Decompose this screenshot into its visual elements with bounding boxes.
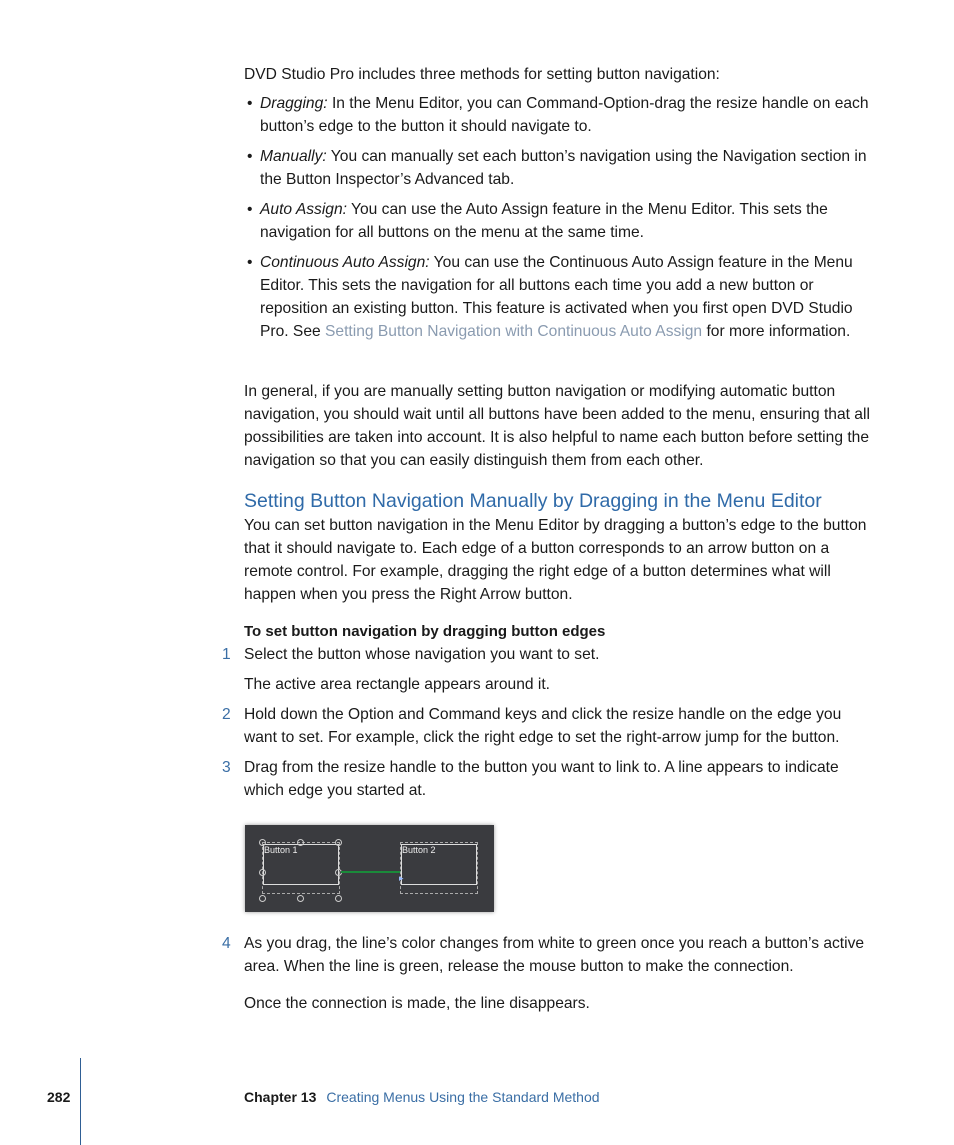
bullet-manually [244, 145, 876, 191]
bullet-icon: • [247, 201, 253, 218]
bullet-term: Continuous Auto Assign: [260, 254, 430, 271]
paragraph: You can set button navigation in the Menu Editor by dragging a button’s edge to the button that it should navigate to. Each edge of a button corresponds to an arrow button on a remote control. For example, dragging the right edge of a button determines what will happen when you press the Right Arrow button. [244, 517, 867, 603]
bullet-icon: • [247, 148, 253, 165]
bullet-term: Auto Assign: [260, 201, 347, 218]
step-text: Hold down the Option and Command keys and click the resize handle on the edge you want to set. For example, click the right edge to set the right-arrow jump for the button. [244, 706, 842, 746]
bullet-text: In the Menu Editor, you can Command-Option-drag the resize handle on each button’s edge to the button it should navigate to. [260, 95, 869, 135]
bullet-auto-assign [244, 198, 876, 244]
step-note: Once the connection is made, the line disappears. [244, 995, 590, 1012]
step-number: 1 [222, 646, 231, 663]
step-number: 4 [222, 935, 231, 952]
step-text: As you drag, the line’s color changes from white to green once you reach a button’s active area. When the line is green, release the mouse button to make the connection. [244, 935, 865, 975]
bullet-continuous-auto-assign [244, 251, 876, 343]
step-number: 3 [222, 759, 231, 776]
step-note: The active area rectangle appears around it. [244, 676, 550, 693]
footer-divider [80, 1058, 81, 1145]
resize-handle [335, 895, 342, 902]
step-1 [222, 643, 876, 666]
resize-handle [297, 839, 304, 846]
section-heading: Setting Button Navigation Manually by Dragging in the Menu Editor [244, 490, 822, 512]
bullet-icon: • [247, 254, 253, 271]
resize-handle [259, 869, 266, 876]
bullet-term: Dragging: [260, 95, 328, 112]
menu-editor-screenshot [245, 825, 494, 912]
bullet-text: for more information. [702, 323, 851, 340]
navigation-line [341, 871, 401, 873]
cursor-icon: ▸ [399, 873, 404, 883]
bullet-text: You can use the Auto Assign feature in the Menu Editor. This sets the navigation for all buttons on the menu at the same time. [260, 201, 828, 241]
bullet-text: You can use the Continuous Auto Assign feature in the Menu Editor. This sets the navigation for all buttons each time you add a new button or reposition an existing button. This feature is activated when you first open DVD Studio Pro. See [260, 254, 853, 340]
paragraph: In general, if you are manually setting button navigation or modifying automatic button navigation, you should wait until all buttons have been added to the menu, ensuring that all possibilities are taken into account. It is also helpful to name each button before setting the navigation so that you can easily distinguish them from each other. [244, 383, 870, 469]
button-1-label: Button 1 [264, 845, 298, 855]
button-2-label: Button 2 [402, 845, 436, 855]
resize-handle [259, 839, 266, 846]
footer [244, 1086, 600, 1109]
step-text: Select the button whose navigation you want to set. [244, 646, 600, 663]
bullet-icon: • [247, 95, 253, 112]
resize-handle [335, 839, 342, 846]
bullet-text: You can manually set each button’s navigation using the Navigation section in the Button Inspector’s Advanced tab. [260, 148, 867, 188]
intro-text: DVD Studio Pro includes three methods for setting button navigation: [244, 66, 720, 83]
chapter-title-link[interactable]: Creating Menus Using the Standard Method [326, 1089, 600, 1105]
bullet-dragging [244, 92, 876, 138]
step-4 [222, 932, 876, 978]
page-number: 282 [47, 1089, 71, 1105]
resize-handle [259, 895, 266, 902]
chapter-label: Chapter 13 [244, 1089, 317, 1105]
cross-reference-link[interactable]: Setting Button Navigation with Continuous Auto Assign [325, 323, 703, 340]
step-text: Drag from the resize handle to the button you want to link to. A line appears to indicate which edge you started at. [244, 759, 839, 799]
procedure-title: To set button navigation by dragging button edges [244, 623, 606, 640]
step-number: 2 [222, 706, 231, 723]
bullet-term: Manually: [260, 148, 327, 165]
step-3 [222, 756, 876, 802]
resize-handle [297, 895, 304, 902]
step-2 [222, 703, 876, 749]
